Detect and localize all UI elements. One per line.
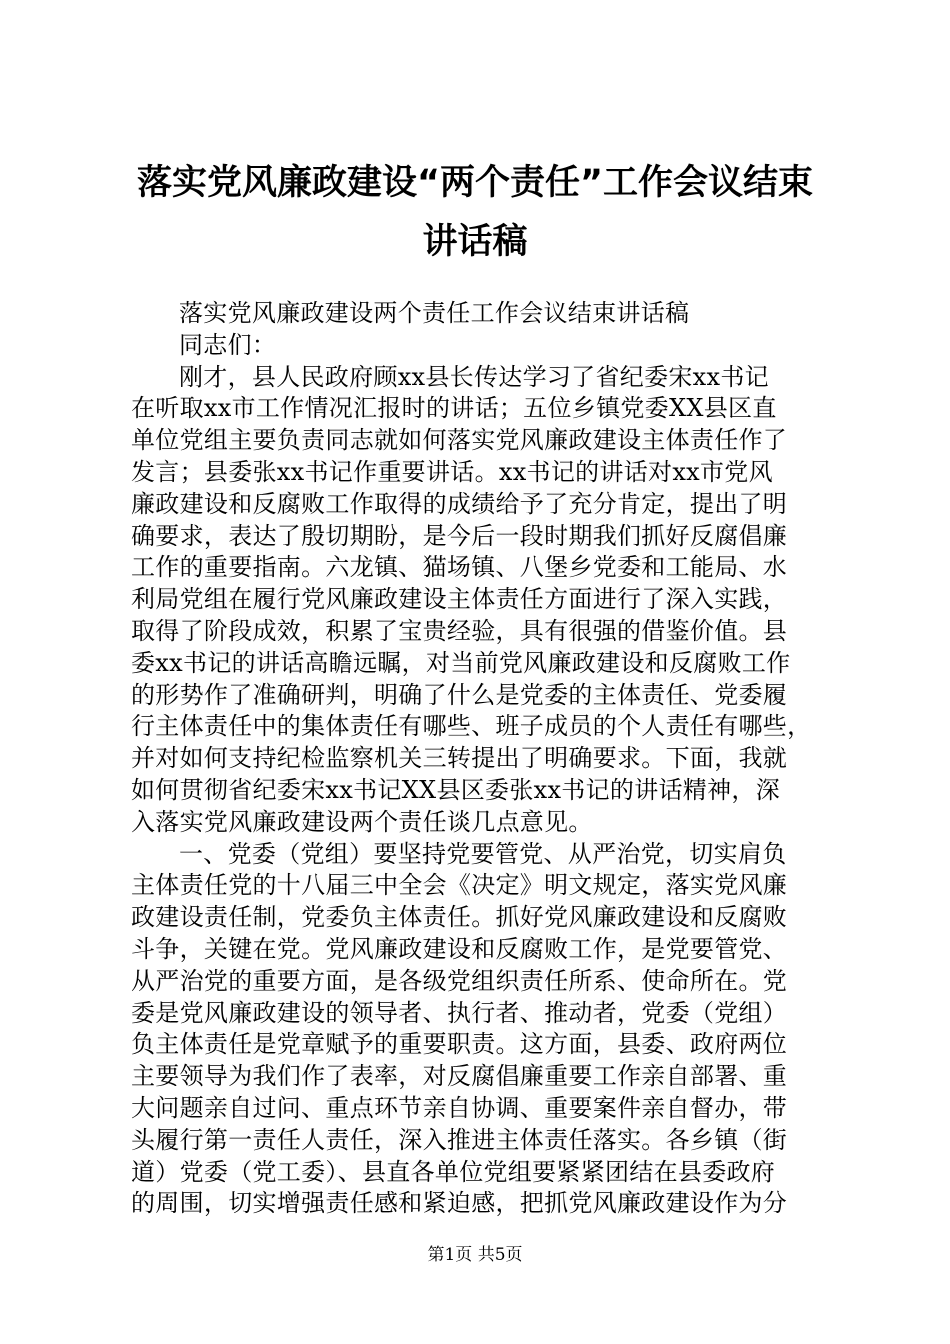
body-line: 刚才，县人民政府顾xx县长传达学习了省纪委宋xx书记 [179, 362, 769, 391]
document-title-line-2: 讲话稿 [422, 222, 528, 262]
body-line: 廉政建设和反腐败工作取得的成绩给予了充分肯定，提出了明 [131, 489, 788, 518]
body-line: 利局党组在履行党风廉政建设主体责任方面进行了深入实践， [131, 585, 788, 614]
body-line: 的形势作了准确研判，明确了什么是党委的主体责任、党委履 [131, 680, 788, 709]
body-line: 委xx书记的讲话高瞻远瞩，对当前党风廉政建设和反腐败工作 [131, 648, 791, 677]
body-line: 发言；县委张xx书记作重要讲话。xx书记的讲话对xx市党风 [131, 457, 773, 486]
salutation-line: 同志们： [179, 330, 277, 359]
body-line: 行主体责任中的集体责任有哪些、班子成员的个人责任有哪些， [131, 712, 812, 741]
body-line: 如何贯彻省纪委宋xx书记XX县区委张xx书记的讲话精神，深 [131, 775, 781, 804]
section-heading-line: 一、党委（党组）要坚持党要管党、从严治党，切实肩负 [179, 839, 787, 868]
body-line: 入落实党风廉政建设两个责任谈几点意见。 [131, 807, 593, 836]
body-line: 并对如何支持纪检监察机关三转提出了明确要求。下面，我就 [131, 744, 788, 773]
body-line: 主要领导为我们作了表率，对反腐倡廉重要工作亲自部署、重 [131, 1062, 788, 1091]
body-line: 头履行第一责任人责任，深入推进主体责任落实。各乡镇（街 [131, 1125, 788, 1154]
body-line: 政建设责任制，党委负主体责任。抓好党风廉政建设和反腐败 [131, 903, 788, 932]
body-line: 斗争，关键在党。党风廉政建设和反腐败工作，是党要管党、 [131, 934, 788, 963]
body-line: 在听取xx市工作情况汇报时的讲话；五位乡镇党委XX县区直 [131, 394, 777, 423]
body-line: 大问题亲自过问、重点环节亲自协调、重要案件亲自督办，带 [131, 1093, 788, 1122]
body-line: 工作的重要指南。六龙镇、猫场镇、八堡乡党委和工能局、水 [131, 553, 788, 582]
body-line: 从严治党的重要方面，是各级党组织责任所系、使命所在。党 [131, 966, 788, 995]
body-line: 确要求，表达了殷切期盼，是今后一段时期我们抓好反腐倡廉 [131, 521, 788, 550]
body-line: 道）党委（党工委）、县直各单位党组要紧紧团结在县委政府 [131, 1157, 776, 1186]
body-line: 的周围，切实增强责任感和紧迫感，把抓党风廉政建设作为分 [131, 1189, 788, 1218]
body-line: 主体责任党的十八届三中全会《决定》明文规定，落实党风廉 [131, 871, 788, 900]
body-line: 委是党风廉政建设的领导者、执行者、推动者，党委（党组） [131, 998, 788, 1027]
body-line: 单位党组主要负责同志就如何落实党风廉政建设主体责任作了 [131, 426, 788, 455]
subtitle-line: 落实党风廉政建设两个责任工作会议结束讲话稿 [179, 299, 690, 327]
body-line: 负主体责任是党章赋予的重要职责。这方面，县委、政府两位 [131, 1030, 788, 1059]
body-line: 取得了阶段成效，积累了宝贵经验，具有很强的借鉴价值。县 [131, 616, 788, 645]
page-footer: 第1页 共5页 [427, 1245, 523, 1265]
document-title-line-1: 落实党风廉政建设“两个责任”工作会议结束 [136, 163, 813, 203]
document-body [131, 298, 836, 1220]
